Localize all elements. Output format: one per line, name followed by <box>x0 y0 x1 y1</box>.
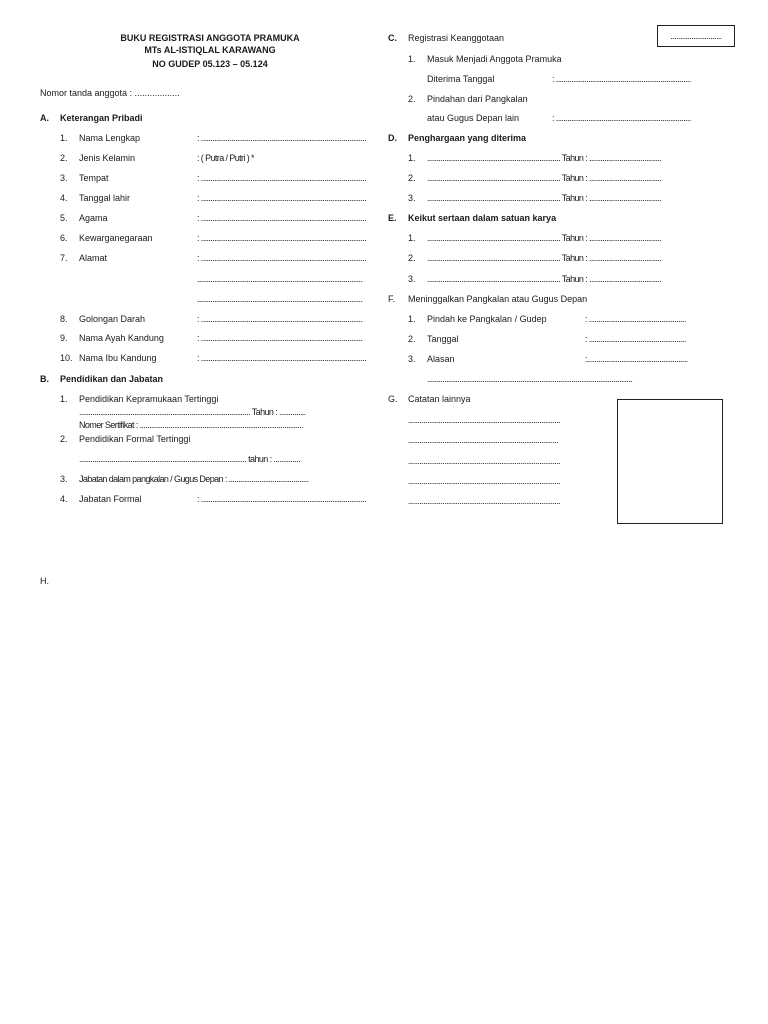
section-a-item-label: Agama <box>79 213 108 223</box>
section-a-item-label: Nama Ibu Kandung <box>79 353 157 363</box>
section-f-item-field[interactable]: : ................................................... <box>585 314 686 324</box>
section-a-item-field[interactable]: : ....................................................................................... <box>197 253 367 263</box>
section-g-letter: G. <box>388 394 398 404</box>
section-a-item-number: 1. <box>60 133 68 143</box>
section-a-item-number: 8. <box>60 314 68 324</box>
section-f-letter: F. <box>388 294 396 304</box>
section-a-title: Keterangan Pribadi <box>60 113 143 123</box>
photo-box <box>617 399 723 524</box>
section-f-item-label: Alasan <box>427 354 455 364</box>
nomer-sertifikat-field[interactable]: Nomer Sertifikat : ...................................................................................... <box>79 420 304 430</box>
section-d-letter: D. <box>388 133 397 143</box>
gugus-depan-lain-label: atau Gugus Depan lain <box>427 113 520 123</box>
section-f-item-number: 1. <box>408 314 416 324</box>
section-c-item1-num: 1. <box>408 54 416 64</box>
section-e-title: Keikut sertaan dalam satuan karya <box>408 213 557 223</box>
section-b-item2-num: 2. <box>60 434 68 444</box>
section-f-item-field[interactable]: :..................................................... <box>585 354 688 364</box>
diterima-tanggal-label: Diterima Tanggal <box>427 74 495 84</box>
section-a-item-label: Kewarganegaraan <box>79 233 153 243</box>
section-a-item-label: Nama Lengkap <box>79 133 141 143</box>
pindahan-field[interactable]: : ....................................................................... <box>552 113 691 123</box>
section-a-item-label: Tanggal lahir <box>79 193 131 203</box>
section-b-item4-label: Jabatan Formal <box>79 494 142 504</box>
satuan-karya-number: 2. <box>408 253 416 263</box>
section-f-item-number: 2. <box>408 334 416 344</box>
section-f-item-number: 3. <box>408 354 416 364</box>
catatan-line[interactable]: ................................................................................ <box>408 476 561 486</box>
registration-number-value: ........................... <box>670 31 722 41</box>
section-c-item2-label: Pindahan dari Pangkalan <box>427 94 528 104</box>
penghargaan-field[interactable]: ...................................................................... Tahun : ...................................... <box>427 173 662 183</box>
penghargaan-number: 2. <box>408 173 416 183</box>
satuan-karya-number: 3. <box>408 274 416 284</box>
section-f-item-field[interactable]: : ................................................... <box>585 334 686 344</box>
penghargaan-field[interactable]: ...................................................................... Tahun : ...................................... <box>427 153 662 163</box>
section-a-item-number: 10. <box>60 353 73 363</box>
section-h-letter: H. <box>40 576 49 586</box>
pendidikan-kepramukaan-field[interactable]: .......................................................................................... Tahun : .............. <box>79 407 306 417</box>
section-c-item2-num: 2. <box>408 94 416 104</box>
section-a-item-field[interactable]: : ....................................................................................... <box>197 353 367 363</box>
section-c-item1-label: Masuk Menjadi Anggota Pramuka <box>427 54 562 64</box>
section-a-item-label: Jenis Kelamin <box>79 153 136 163</box>
section-g-title: Catatan lainnya <box>408 394 471 404</box>
form-title: BUKU REGISTRASI ANGGOTA PRAMUKA <box>120 33 300 43</box>
section-a-item-label: Tempat <box>79 173 109 183</box>
nomor-tanda-anggota[interactable]: Nomor tanda anggota : .................. <box>40 88 180 98</box>
penghargaan-number: 3. <box>408 193 416 203</box>
section-b-item2-label: Pendidikan Formal Tertinggi <box>79 434 191 444</box>
school-name: MTs AL-ISTIQLAL KARAWANG <box>144 45 276 55</box>
catatan-line[interactable]: ................................................................................ <box>408 496 561 506</box>
section-a-item-field[interactable]: : ....................................................................................... <box>197 133 367 143</box>
section-a-item-number: 9. <box>60 333 68 343</box>
section-a-item-field[interactable]: : ....................................................................................... <box>197 233 367 243</box>
section-b-item1-num: 1. <box>60 394 68 404</box>
section-f-item-label: Tanggal <box>427 334 459 344</box>
section-a-item-field[interactable]: : ....................................................................................... <box>197 193 367 203</box>
section-a-item-number: 7. <box>60 253 68 263</box>
section-a-item-field[interactable]: : ..................................................................................... <box>197 314 363 324</box>
section-a-item-label: Alamat <box>79 253 108 263</box>
section-a-item-label: Golongan Darah <box>79 314 146 324</box>
section-a-item-label: Nama Ayah Kandung <box>79 333 164 343</box>
penghargaan-number: 1. <box>408 153 416 163</box>
section-e-letter: E. <box>388 213 397 223</box>
section-a-item-number: 3. <box>60 173 68 183</box>
section-a-item-field[interactable]: : ..................................................................................... <box>197 333 363 343</box>
catatan-line[interactable]: ................................................................................ <box>408 456 561 466</box>
section-f-title: Meninggalkan Pangkalan atau Gugus Depan <box>408 294 588 304</box>
section-b-item4-num: 4. <box>60 494 68 504</box>
satuan-karya-field[interactable]: ...................................................................... Tahun : ...................................... <box>427 253 662 263</box>
section-a-item-field[interactable]: : ....................................................................................... <box>197 213 367 223</box>
section-b-title: Pendidikan dan Jabatan <box>60 374 164 384</box>
section-a-item-number: 2. <box>60 153 68 163</box>
registration-number-box[interactable] <box>657 25 735 47</box>
satuan-karya-number: 1. <box>408 233 416 243</box>
section-d-title: Penghargaan yang diterima <box>408 133 527 143</box>
jabatan-formal-field[interactable]: : ....................................................................................... <box>197 494 367 504</box>
penghargaan-field[interactable]: ...................................................................... Tahun : ...................................... <box>427 193 662 203</box>
catatan-line[interactable]: ............................................................................... <box>408 435 559 445</box>
section-a-item-number: 5. <box>60 213 68 223</box>
section-b-letter: B. <box>40 374 49 384</box>
section-b-item1-label: Pendidikan Kepramukaan Tertinggi <box>79 394 219 404</box>
section-c-title: Registrasi Keanggotaan <box>408 33 505 43</box>
section-a-item-field[interactable]: ....................................................................................... <box>197 294 363 304</box>
section-c-letter: C. <box>388 33 397 43</box>
alasan-extra-line[interactable]: ............................................................................................................ <box>427 374 633 384</box>
satuan-karya-field[interactable]: ...................................................................... Tahun : ...................................... <box>427 274 662 284</box>
satuan-karya-field[interactable]: ...................................................................... Tahun : ...................................... <box>427 233 662 243</box>
section-a-item-field[interactable]: : ....................................................................................... <box>197 173 367 183</box>
section-f-item-label: Pindah ke Pangkalan / Gudep <box>427 314 547 324</box>
section-a-letter: A. <box>40 113 49 123</box>
section-a-item-number: 6. <box>60 233 68 243</box>
section-b-item3-num: 3. <box>60 474 68 484</box>
gudep-number: NO GUDEP 05.123 – 05.124 <box>152 59 268 69</box>
pendidikan-formal-field[interactable]: ........................................................................................ tahun : .............. <box>79 454 300 464</box>
diterima-tanggal-field[interactable]: : ....................................................................... <box>552 74 691 84</box>
jabatan-pangkalan-field[interactable]: Jabatan dalam pangkalan / Gugus Depan : .......................................... <box>79 474 309 484</box>
section-a-item-field[interactable]: ....................................................................................... <box>197 274 363 284</box>
section-a-item-field[interactable]: : ( Putra / Putri ) * <box>197 153 254 163</box>
catatan-line[interactable]: ................................................................................ <box>408 415 561 425</box>
section-a-item-number: 4. <box>60 193 68 203</box>
